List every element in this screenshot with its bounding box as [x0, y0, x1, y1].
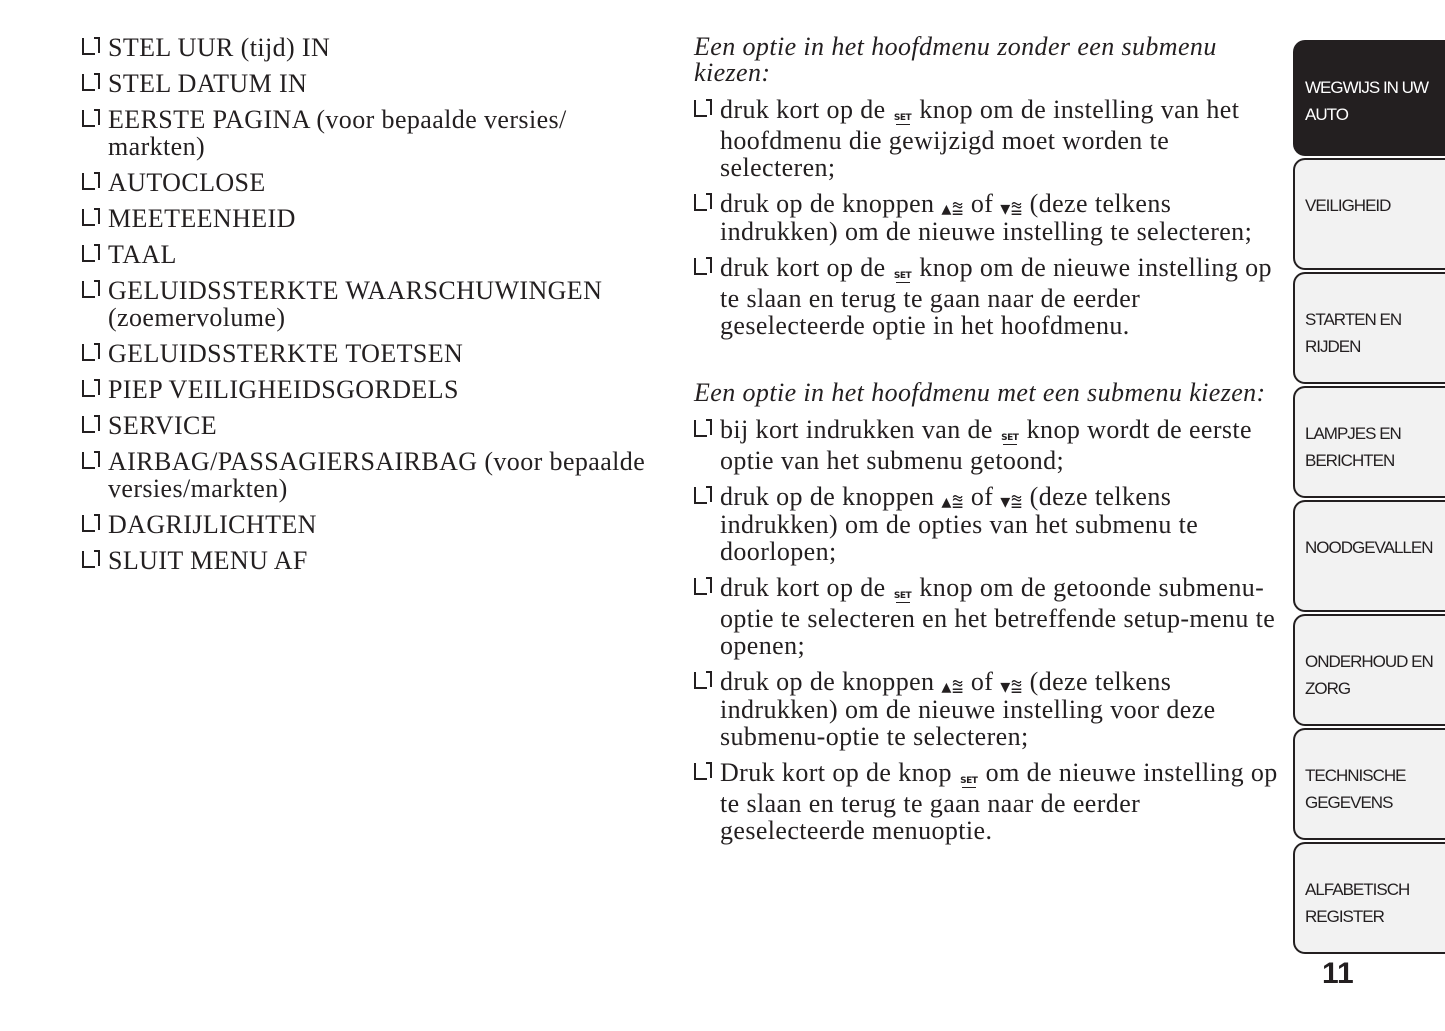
checkbox-bullet-icon — [694, 578, 707, 595]
down-headlight-icon: ▾⩰ — [1000, 489, 1023, 513]
checkbox-bullet-icon — [82, 551, 95, 568]
list-item: druk kort op de SET knop om de getoonde submenu-optie te selecteren en het betreffende setup-menu te openen; — [694, 574, 1279, 659]
checkbox-bullet-icon — [82, 416, 95, 433]
checkbox-bullet-icon — [82, 245, 95, 262]
checkbox-bullet-icon — [694, 763, 707, 780]
list-item: GELUIDSSTERKTE TOETSEN — [82, 340, 667, 367]
set-button-icon: SET — [893, 592, 913, 605]
list-item: STEL DATUM IN — [82, 70, 667, 97]
tab-register[interactable]: ALFABETISCH REGISTER — [1293, 842, 1445, 954]
checkbox-bullet-icon — [694, 672, 707, 689]
checkbox-bullet-icon — [82, 515, 95, 532]
tab-wegwijs[interactable]: WEGWIJS IN UW AUTO — [1293, 40, 1445, 156]
tab-starten[interactable]: STARTEN EN RIJDEN — [1293, 272, 1445, 384]
chapter-tabs — [1293, 40, 1445, 956]
list-item: GELUIDSSTERKTE WAARSCHUWINGEN (zoemervolume) — [82, 277, 667, 331]
tab-technische[interactable]: TECHNISCHE GEGEVENS — [1293, 728, 1445, 840]
set-button-icon: SET — [1000, 434, 1020, 447]
list-item: bij kort indrukken van de SET knop wordt de eerste optie van het submenu getoond; — [694, 416, 1279, 474]
set-button-icon: SET — [893, 114, 913, 127]
list-item: TAAL — [82, 241, 667, 268]
checkbox-bullet-icon — [82, 344, 95, 361]
checkbox-bullet-icon — [82, 38, 95, 55]
set-button-icon: SET — [959, 777, 979, 790]
tab-lampjes[interactable]: LAMPJES EN BERICHTEN — [1293, 386, 1445, 498]
checkbox-bullet-icon — [82, 452, 95, 469]
list-item: AUTOCLOSE — [82, 169, 667, 196]
tab-noodgevallen[interactable]: NOODGEVALLEN — [1293, 500, 1445, 612]
page-number: 11 — [1322, 957, 1354, 990]
down-headlight-icon: ▾⩰ — [1000, 196, 1023, 220]
checkbox-bullet-icon — [694, 420, 707, 437]
section-heading: Een optie in het hoofdmenu met een submenu kiezen: — [694, 378, 1266, 407]
checkbox-bullet-icon — [82, 110, 95, 127]
up-headlight-icon: ▴⩰ — [941, 196, 964, 220]
list-item: DAGRIJLICHTEN — [82, 511, 667, 538]
checkbox-bullet-icon — [82, 173, 95, 190]
up-headlight-icon: ▴⩰ — [941, 674, 964, 698]
checkbox-bullet-icon — [82, 281, 95, 298]
tab-onderhoud[interactable]: ONDERHOUD EN ZORG — [1293, 614, 1445, 726]
up-headlight-icon: ▴⩰ — [941, 489, 964, 513]
checkbox-bullet-icon — [694, 194, 707, 211]
list-item: Druk kort op de knop SET om de nieuwe instelling op te slaan en terug te gaan naar de eerder geselecteerde menuoptie. — [694, 759, 1279, 844]
list-item: EERSTE PAGINA (voor bepaalde versies/ markten) — [82, 106, 667, 160]
list-item: druk op de knoppen ▴⩰ of ▾⩰ (deze telkens indrukken) om de nieuwe instelling voor deze submenu-optie te selecteren; — [694, 668, 1279, 750]
list-item: MEETEENHEID — [82, 205, 667, 232]
list-item: SERVICE — [82, 412, 667, 439]
list-item: druk op de knoppen ▴⩰ of ▾⩰ (deze telkens indrukken) om de nieuwe instelling te selecteren; — [694, 190, 1279, 245]
checkbox-bullet-icon — [694, 258, 707, 275]
list-item: AIRBAG/PASSAGIERSAIRBAG (voor bepaalde versies/markten) — [82, 448, 667, 502]
section-heading: Een optie in het hoofdmenu zonder een submenu kiezen: — [694, 32, 1217, 87]
instruction-list — [694, 416, 1279, 844]
list-item: STEL UUR (tijd) IN — [82, 34, 667, 61]
left-column — [82, 34, 667, 583]
checkbox-bullet-icon — [694, 100, 707, 117]
right-column — [694, 34, 1279, 853]
list-item: druk kort op de SET knop om de nieuwe instelling op te slaan en terug te gaan naar de eerder geselecteerde optie in het hoofdmenu. — [694, 254, 1279, 339]
checkbox-bullet-icon — [82, 209, 95, 226]
tab-veiligheid[interactable]: VEILIGHEID — [1293, 158, 1445, 270]
checkbox-bullet-icon — [82, 74, 95, 91]
list-item: druk kort op de SET knop om de instelling van het hoofdmenu die gewijzigd moet worden te selecteren; — [694, 96, 1279, 181]
list-item: SLUIT MENU AF — [82, 547, 667, 574]
settings-list — [82, 34, 667, 574]
list-item: PIEP VEILIGHEIDSGORDELS — [82, 376, 667, 403]
checkbox-bullet-icon — [694, 487, 707, 504]
checkbox-bullet-icon — [82, 380, 95, 397]
list-item: druk op de knoppen ▴⩰ of ▾⩰ (deze telkens indrukken) om de opties van het submenu te doorlopen; — [694, 483, 1279, 565]
set-button-icon: SET — [893, 272, 913, 285]
instruction-list — [694, 96, 1279, 339]
down-headlight-icon: ▾⩰ — [1000, 674, 1023, 698]
